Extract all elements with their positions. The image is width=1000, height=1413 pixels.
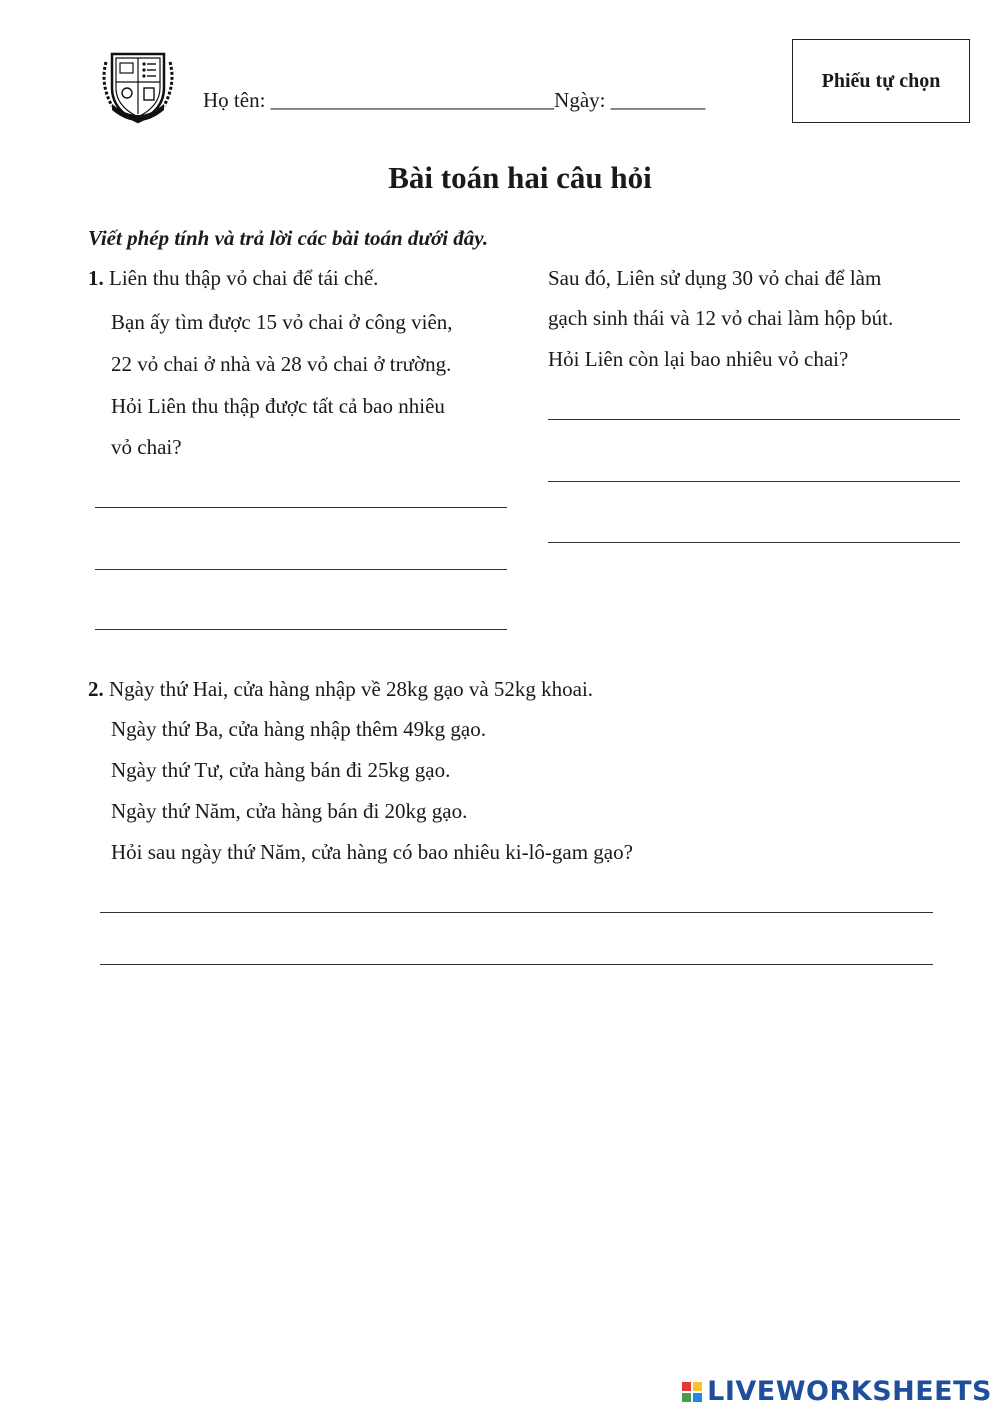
brand-name: LIVEWORKSHEETS [707, 1376, 992, 1407]
question-1-number: 1. [88, 266, 104, 290]
school-crest-logo [98, 44, 178, 126]
question-2-first-line [88, 677, 593, 701]
question-1-followup-line: Hỏi Liên còn lại bao nhiêu vỏ chai? [548, 347, 849, 371]
question-1-line: Bạn ấy tìm được 15 vỏ chai ở công viên, [111, 310, 453, 334]
question-1a-answer-line[interactable] [95, 629, 507, 630]
instruction-text: Viết phép tính và trả lời các bài toán dưới đây. [88, 226, 489, 250]
liveworksheets-logo-icon [682, 1382, 702, 1402]
question-1-text: Liên thu thập vỏ chai để tái chế. [109, 266, 379, 290]
question-2-line: Hỏi sau ngày thứ Năm, cửa hàng có bao nhiêu ki-lô-gam gạo? [111, 840, 633, 864]
question-1b-answer-line[interactable] [548, 481, 960, 482]
question-2-answer-line[interactable] [100, 912, 933, 913]
question-2-line: Ngày thứ Ba, cửa hàng nhập thêm 49kg gạo. [111, 717, 487, 741]
question-1b-answer-line[interactable] [548, 419, 960, 420]
date-field[interactable]: Ngày: _________ [554, 88, 706, 112]
name-date-line [203, 88, 705, 113]
question-2-number: 2. [88, 677, 104, 701]
question-1-first-line [88, 266, 378, 290]
question-1a-answer-line[interactable] [95, 507, 507, 508]
question-2-answer-line[interactable] [100, 964, 933, 965]
liveworksheets-brand [682, 1376, 992, 1407]
question-1-line: vỏ chai? [111, 435, 182, 459]
name-field[interactable]: Họ tên: ___________________________ [203, 88, 555, 112]
question-1-line: Hỏi Liên thu thập được tất cả bao nhiêu [111, 394, 445, 418]
question-2-text: Ngày thứ Hai, cửa hàng nhập về 28kg gạo và 52kg khoai. [109, 677, 594, 701]
question-1-line: 22 vỏ chai ở nhà và 28 vỏ chai ở trường. [111, 352, 452, 376]
question-1b-answer-line[interactable] [548, 542, 960, 543]
question-1a-answer-line[interactable] [95, 569, 507, 570]
question-2-line: Ngày thứ Năm, cửa hàng bán đi 20kg gạo. [111, 799, 468, 823]
worksheet-type-label: Phiếu tự chọn [821, 69, 941, 92]
question-1-followup-line: gạch sinh thái và 12 vỏ chai làm hộp bút. [548, 306, 894, 330]
question-1-followup-line: Sau đó, Liên sử dụng 30 vỏ chai để làm [548, 266, 882, 290]
worksheet-type-box [792, 39, 970, 123]
worksheet-title: Bài toán hai câu hỏi [388, 160, 652, 195]
question-2-line: Ngày thứ Tư, cửa hàng bán đi 25kg gạo. [111, 758, 451, 782]
